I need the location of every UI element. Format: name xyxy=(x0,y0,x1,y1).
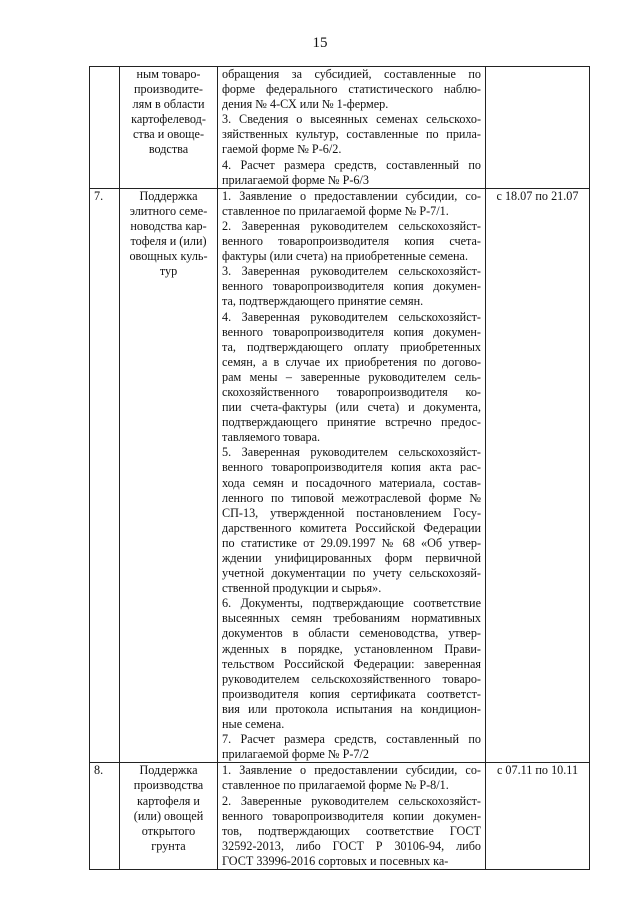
document-requirement-line: ГОСТ 33996-2016 сортовых и посевных ка- xyxy=(222,853,449,868)
document-requirement-line: та, подтверждающего принятие семян. xyxy=(222,294,424,309)
document-requirement-line: венного товаропроизводителя копия докумен- xyxy=(222,279,481,294)
document-requirement-line: семян, а в случае их приобретения по догово- xyxy=(222,354,481,369)
document-requirement-line: дения № 4-СХ или № 1-фермер. xyxy=(222,97,389,112)
document-requirement-line: тавляемого товара. xyxy=(222,430,321,445)
submission-period-cell xyxy=(486,188,590,763)
support-type-line: тур xyxy=(159,264,178,279)
support-type-line: производите- xyxy=(134,82,203,97)
document-requirement-line: 7. Расчет размера средств, составленный по xyxy=(222,732,481,747)
table-row xyxy=(90,763,590,870)
support-type-line: открытого xyxy=(141,823,196,838)
row-number-cell xyxy=(90,188,120,763)
document-requirement-line: 4. Расчет размера средств, составленный по xyxy=(222,157,481,172)
document-requirement-line: 4. Заверенная руководителем сельскохозяйст- xyxy=(222,309,481,324)
support-type-line: картофеля и xyxy=(137,793,200,808)
document-requirement-line: ственной продукции и сырья». xyxy=(222,581,382,596)
document-requirement-line: дарственного комитета Российской Федерации xyxy=(222,520,481,535)
documents-cell xyxy=(218,763,486,870)
document-requirement-line: фактуры (или счета) на приобретенные семена. xyxy=(222,249,468,264)
support-type-line: овощных куль- xyxy=(129,249,208,264)
document-requirement-line: ленного по типовой межотраслевой форме № xyxy=(222,490,481,505)
support-type-line: ным товаро- xyxy=(136,67,201,81)
document-requirement-line: зяйственных культур, составленные по прила- xyxy=(222,127,481,142)
support-type-line: водства xyxy=(148,142,189,157)
document-requirement-line: ставленное по прилагаемой форме № Р-8/1. xyxy=(222,778,449,793)
support-type-line: Поддержка xyxy=(139,188,198,203)
submission-period-cell xyxy=(486,763,590,870)
document-requirement-line: та, подтверждающего оплату приобретенных xyxy=(222,339,481,354)
row-number: 7. xyxy=(94,188,104,203)
document-requirement-line: 3. Сведения о высеянных семенах сельскохо- xyxy=(222,112,481,127)
subsidy-documents-table xyxy=(89,66,590,870)
support-type-line: Поддержка xyxy=(139,763,198,778)
support-type-line: новодства кар- xyxy=(130,218,207,233)
document-requirement-line: обращения за субсидией, составленные по xyxy=(222,67,481,81)
support-type-cell xyxy=(120,67,218,189)
document-requirement-line: гаемой форме № Р-6/2. xyxy=(222,142,342,157)
document-requirement-line: 2. Заверенные руководителем сельскохозяйст- xyxy=(222,793,481,808)
table-row xyxy=(90,67,590,189)
submission-period: с 18.07 по 21.07 xyxy=(496,188,579,203)
document-requirement-line: 1. Заявление о предоставлении субсидии, со- xyxy=(222,188,481,203)
document-requirement-line: рам мены – заверенные руководителем сель- xyxy=(222,369,481,384)
document-requirement-line: тельством Российской Федерации: заверенная xyxy=(222,656,481,671)
submission-period: с 07.11 по 10.11 xyxy=(496,763,579,778)
document-requirement-line: 2. Заверенная руководителем сельскохозяйст- xyxy=(222,218,481,233)
document-requirement-line: венного товаропроизводителя копия акта рас- xyxy=(222,460,481,475)
support-type-line: картофелевод- xyxy=(131,112,206,127)
page-number: 15 xyxy=(312,35,328,51)
support-type-cell xyxy=(120,763,218,870)
document-requirement-line: руководителем сельскохозяйственного товаро- xyxy=(222,671,481,686)
document-requirement-line: СП-13, утвержденной постановлением Госу- xyxy=(222,505,481,520)
support-type-line: элитного семе- xyxy=(129,203,208,218)
document-requirement-line: ждении унифицированных форм первичной xyxy=(222,551,481,565)
document-requirement-line: документов в области семеноводства, утвер- xyxy=(222,626,481,641)
document-requirement-line: учетной документации по учету сельскохозяй- xyxy=(222,566,481,581)
document-requirement-line: венного товаропроизводителя копии докумен- xyxy=(222,808,481,823)
support-type-line: грунта xyxy=(151,838,186,853)
document-requirement-line: прилагаемой форме № Р-6/3 xyxy=(222,172,369,187)
support-type-line: тофеля и (или) xyxy=(130,234,207,249)
document-requirement-line: 5. Заверенная руководителем сельскохозяйст- xyxy=(222,445,481,460)
support-type-line: (или) овощей xyxy=(133,808,204,823)
document-requirement-line: тов, подтверждающих соответствие ГОСТ xyxy=(222,823,481,838)
table-body xyxy=(90,67,590,870)
document-requirement-line: жденных в порядке, установленном Прави- xyxy=(222,641,481,656)
document-requirement-line: форме федерального статистического наблю- xyxy=(222,82,481,97)
support-type-line: ства и овоще- xyxy=(132,127,205,142)
submission-period-cell xyxy=(486,67,590,189)
document-requirement-line: 3. Заверенная руководителем сельскохозяйст- xyxy=(222,264,481,279)
document-requirement-line: венного товаропроизводителя копия счета- xyxy=(222,234,481,249)
document-requirement-line: 32592-2013, либо ГОСТ Р 30106-94, либо xyxy=(222,838,481,853)
row-number-cell xyxy=(90,763,120,870)
documents-cell xyxy=(218,188,486,763)
document-requirement-line: венного товаропроизводителя копия докумен- xyxy=(222,324,481,339)
row-number-cell xyxy=(90,67,120,189)
document-requirement-line: прилагаемой форме № Р-7/2 xyxy=(222,747,369,762)
document-requirement-line: по статистике от 29.09.1997 № 68 «Об утвер- xyxy=(222,535,481,550)
document-requirement-line: хода семян и посадочного материала, состав- xyxy=(222,475,481,490)
document-requirement-line: 6. Документы, подтверждающие соответствие xyxy=(222,596,481,611)
documents-cell xyxy=(218,67,486,189)
support-type-cell xyxy=(120,188,218,763)
support-type-line: производства xyxy=(133,778,204,793)
support-type-line: лям в области xyxy=(132,97,205,112)
row-number: 8. xyxy=(94,763,104,778)
document-requirement-line: вия или протокола испытания на кондицион- xyxy=(222,701,481,716)
document-requirement-line: подтверждающего принятие встречно предос- xyxy=(222,415,481,430)
table-row xyxy=(90,188,590,763)
document-requirement-line: высеянных семян требованиям нормативных xyxy=(222,611,481,626)
document-requirement-line: пии счета-фактуры (или счета) и документа, xyxy=(222,400,481,415)
document-requirement-line: скохозяйственного товаропроизводителя ко- xyxy=(222,384,481,399)
document-requirement-line: производителя копия сертификата соответст- xyxy=(222,686,481,701)
document-requirement-line: ные семена. xyxy=(222,717,285,732)
document-requirement-line: ставленное по прилагаемой форме № Р-7/1. xyxy=(222,203,449,218)
document-requirement-line: 1. Заявление о предоставлении субсидии, со- xyxy=(222,763,481,778)
